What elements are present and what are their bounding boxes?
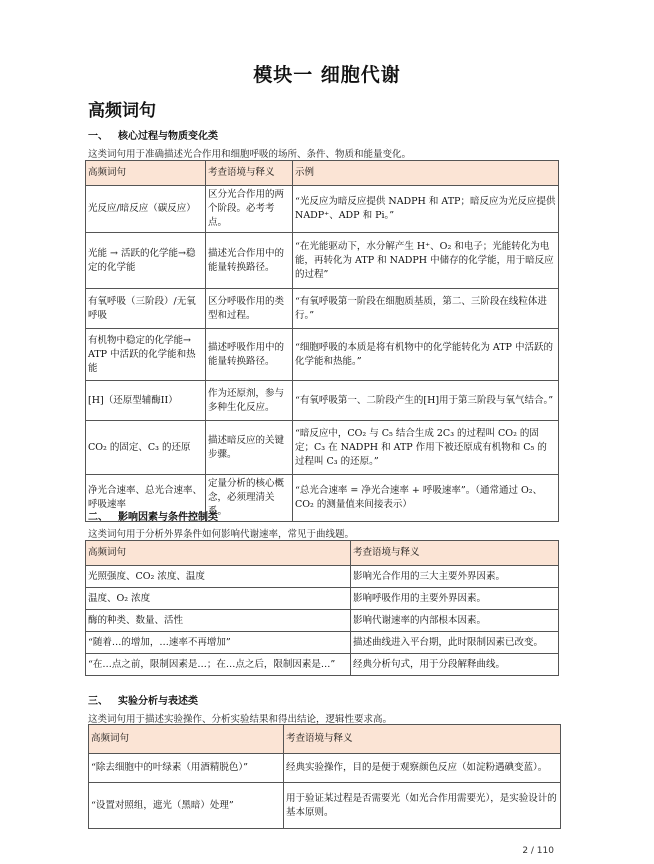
section-1-description: 这类词句用于准确描述光合作用和细胞呼吸的场所、条件、物质和能量变化。 bbox=[88, 149, 412, 160]
header-cell: 示例 bbox=[293, 161, 559, 186]
table-row bbox=[86, 381, 559, 421]
table-cell: “总光合速率 = 净光合速率 + 呼吸速率”。（通常通过 O₂、CO₂ 的测量值来间接表示） bbox=[293, 475, 559, 522]
table-cell: 光能 → 活跃的化学能→稳定的化学能 bbox=[86, 233, 206, 289]
header-cell: 考查语境与释义 bbox=[351, 541, 559, 566]
table-row bbox=[86, 329, 559, 381]
section-name: 影响因素与条件控制类 bbox=[118, 512, 218, 523]
table-header-row bbox=[86, 161, 559, 186]
table-cell: 影响光合作用的三大主要外界因素。 bbox=[351, 566, 559, 588]
section-3-description: 这类词句用于描述实验操作、分析实验结果和得出结论，逻辑性要求高。 bbox=[88, 714, 393, 725]
table-cell: 有机物中稳定的化学能→ ATP 中活跃的化学能和热能 bbox=[86, 329, 206, 381]
table-cell: “除去细胞中的叶绿素（用酒精脱色）” bbox=[89, 754, 284, 783]
table-row bbox=[86, 610, 559, 632]
table-cell: 净光合速率、总光合速率、呼吸速率 bbox=[86, 475, 206, 522]
table-cell: 有氧呼吸（三阶段）/无氧呼吸 bbox=[86, 289, 206, 329]
table-cell: “光反应为暗反应提供 NADPH 和 ATP；暗反应为光反应提供 NADP⁺、ADP 和 Pi。” bbox=[293, 186, 559, 233]
table-cell: CO₂ 的固定、C₃ 的还原 bbox=[86, 421, 206, 475]
table-cell: 温度、O₂ 浓度 bbox=[86, 588, 351, 610]
table-cell: 光照强度、CO₂ 浓度、温度 bbox=[86, 566, 351, 588]
table-row bbox=[86, 186, 559, 233]
table-cell: 区分呼吸作用的类型和过程。 bbox=[206, 289, 293, 329]
table-cell: [H]（还原型辅酶II） bbox=[86, 381, 206, 421]
table-cell: 影响呼吸作用的主要外界因素。 bbox=[351, 588, 559, 610]
table-cell: 描述曲线进入平台期，此时限制因素已改变。 bbox=[351, 632, 559, 654]
page-indicator: 2 / 110 bbox=[522, 846, 554, 856]
section-number: 三、 bbox=[88, 696, 108, 707]
table-row bbox=[86, 233, 559, 289]
table-cell: “在光能驱动下，水分解产生 H⁺、O₂ 和电子；光能转化为电能，再转化为 ATP 和 NADPH 中储存的化学能，用于暗反应的过程” bbox=[293, 233, 559, 289]
table-header-row bbox=[86, 541, 559, 566]
table-row bbox=[86, 566, 559, 588]
table-row bbox=[89, 754, 561, 783]
section-2-title bbox=[88, 508, 218, 523]
table-row bbox=[86, 289, 559, 329]
section-heading: 高频词句 bbox=[88, 101, 156, 121]
header-cell: 考查语境与释义 bbox=[206, 161, 293, 186]
section-3-title bbox=[88, 692, 198, 707]
table-cell: 光反应/暗反应（碳反应） bbox=[86, 186, 206, 233]
header-cell: 高频词句 bbox=[89, 725, 284, 754]
table-header-row bbox=[89, 725, 561, 754]
table-row bbox=[89, 783, 561, 829]
table-cell: 描述光合作用中的能量转换路径。 bbox=[206, 233, 293, 289]
table-cell: “设置对照组，遮光（黑暗）处理” bbox=[89, 783, 284, 829]
table-cell: 区分光合作用的两个阶段。必考考点。 bbox=[206, 186, 293, 233]
table-cell: “暗反应中，CO₂ 与 C₅ 结合生成 2C₃ 的过程叫 CO₂ 的固定；C₃ 在 NADPH 和 ATP 作用下被还原成有机物和 C₅ 的过程叫 C₃ 的还原。” bbox=[293, 421, 559, 475]
table-cell: “有氧呼吸第一阶段在细胞质基质，第二、三阶段在线粒体进行。” bbox=[293, 289, 559, 329]
table-experiment-analysis bbox=[88, 724, 561, 829]
section-1-title bbox=[88, 127, 218, 142]
table-cell: 经典分析句式，用于分段解释曲线。 bbox=[351, 654, 559, 676]
table-cell: “有氧呼吸第一、二阶段产生的[H]用于第三阶段与氧气结合。” bbox=[293, 381, 559, 421]
document-title: 模块一 细胞代谢 bbox=[253, 64, 401, 86]
table-cell: 描述呼吸作用中的能量转换路径。 bbox=[206, 329, 293, 381]
header-cell: 高频词句 bbox=[86, 161, 206, 186]
table-cell: 定量分析的核心概念，必须理清关系。 bbox=[206, 475, 293, 522]
table-row bbox=[86, 654, 559, 676]
table-cell: 用于验证某过程是否需要光（如光合作用需要光），是实验设计的基本原则。 bbox=[284, 783, 561, 829]
table-cell: 影响代谢速率的内部根本因素。 bbox=[351, 610, 559, 632]
table-row bbox=[86, 421, 559, 475]
section-number: 一、 bbox=[88, 131, 108, 142]
section-number: 二、 bbox=[88, 512, 108, 523]
table-cell: “在…点之前，限制因素是…；在…点之后，限制因素是…” bbox=[86, 654, 351, 676]
table-cell: 作为还原剂，参与多种生化反应。 bbox=[206, 381, 293, 421]
section-name: 核心过程与物质变化类 bbox=[118, 131, 218, 142]
section-2-description: 这类词句用于分析外界条件如何影响代谢速率，常见于曲线题。 bbox=[88, 529, 355, 540]
table-influencing-factors bbox=[85, 540, 559, 676]
table-cell: “随着…的增加，…速率不再增加” bbox=[86, 632, 351, 654]
section-name: 实验分析与表述类 bbox=[118, 696, 198, 707]
table-cell: 经典实验操作，目的是便于观察颜色反应（如淀粉遇碘变蓝）。 bbox=[284, 754, 561, 783]
table-row bbox=[86, 588, 559, 610]
table-row bbox=[86, 632, 559, 654]
header-cell: 高频词句 bbox=[86, 541, 351, 566]
header-cell: 考查语境与释义 bbox=[284, 725, 561, 754]
table-cell: 描述暗反应的关键步骤。 bbox=[206, 421, 293, 475]
table-cell: 酶的种类、数量、活性 bbox=[86, 610, 351, 632]
table-cell: “细胞呼吸的本质是将有机物中的化学能转化为 ATP 中活跃的化学能和热能。” bbox=[293, 329, 559, 381]
table-core-processes bbox=[85, 160, 559, 522]
